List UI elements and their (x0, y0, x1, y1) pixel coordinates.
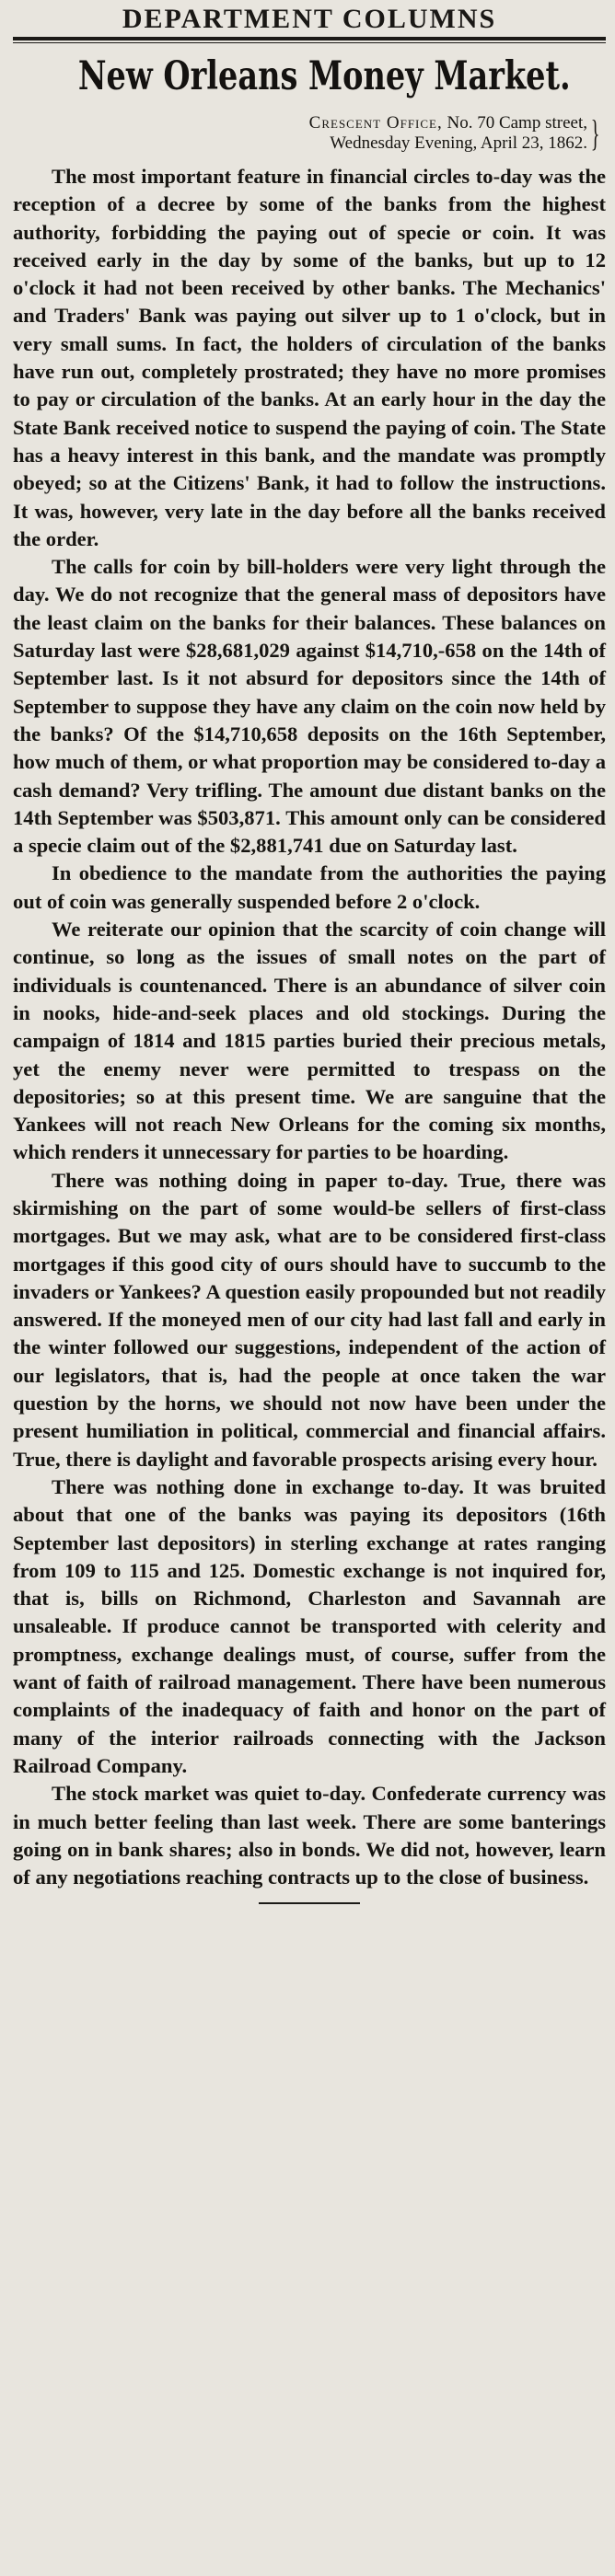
paragraph-4: We reiterate our opinion that the scarcity of coin change will continue, so long as the issues of small notes on the part of individuals is countenanced. There is an abundance of silver coin in nooks, hide-and-seek places and old stockings. During the campaign of 1814 and 1815 parties buried their precious metals, yet the enemy never were permitted to trespass on the depositories; so at this present time. We are sanguine that the Yankees will not reach New Orleans for the coming six months, which renders it unnecessary for parties to be hoarding. (13, 918, 606, 1164)
department-heading: DEPARTMENT COLUMNS (122, 4, 497, 34)
paragraph-1: The most important feature in financial circles to-day was the reception of a decree by some of the banks from the highest authority, forbidding the paying out of specie or coin. It was received early in the day by some of the banks, but up to 12 o'clock it had not been received by other banks. The Mechanics' and Traders' Bank was paying out silver up to 1 o'clock, but in very small sums. In fact, the holders of circulation of the banks have run out, completely prostrated; they have no more promises to pay or circulation of the banks. At an early hour in the day the State Bank received notice to suspend the paying of coin. The State has a heavy interest in this bank, and the mandate was promptly obeyed; so at the Citizens' Bank, it had to follow the instructions. It was, however, very late in the day before all the banks received the order. (13, 165, 606, 550)
header-rule-thin (13, 42, 606, 43)
paragraph-7: The stock market was quiet to-day. Confederate currency was in much better feeling than last week. There are some banterings going on in bank shares; also in bonds. We did not, however, learn of any negotiations reaching contracts up to the close of business. (13, 1782, 606, 1889)
header-rule-thick (13, 37, 606, 40)
dateline-address: No. 70 Camp street, (447, 113, 587, 133)
dateline-office: Crescent Office, (308, 113, 443, 133)
dateline-brace: } (590, 112, 600, 154)
article-body (13, 163, 606, 1891)
dateline-date: Wednesday Evening, April 23, 1862. (330, 133, 587, 153)
paragraph-5: There was nothing doing in paper to-day. True, there was skirmishing on the part of some would-be sellers of first-class mortgages. But we may ask, what are to be considered first-class mortgages if this good city of ours should have to succumb to the invaders or Yankees? A question easily propounded but not readily answered. If the moneyed men of our city had last fall and early in the winter followed our suggestions, independent of the action of our legislators, that is, had the people at once taken the war question by the horns, we should not now have been under the present humiliation in political, commercial and financial affairs. True, there is daylight and favorable prospects arising every hour. (13, 1168, 606, 1471)
paragraph-6: There was nothing done in exchange to-day. It was bruited about that one of the banks was paying its depositors (16th September last depositors) in sterling exchange at rates ranging from 109 to 115 and 125. Domestic exchange is not inquired for, that is, bills on Richmond, Charleston and Savannah are unsaleable. If produce cannot be transported with celerity and promptness, exchange dealings must, of course, suffer from the want of faith of railroad management. There have been numerous complaints of the inadequacy of faith and honor on the part of many of the interior railroads connecting with the Jackson Railroad Company. (13, 1474, 606, 1777)
end-rule (259, 1902, 360, 1904)
paragraph-3: In obedience to the mandate from the authorities the paying out of coin was generally suspended before 2 o'clock. (13, 861, 606, 913)
paragraph-2: The calls for coin by bill-holders were very light through the day. We do not recognize that the general mass of depositors have the least claim on the banks for their balances. These balances on Saturday last were $28,681,029 against $14,710,-658 on the 14th of September last. Is it not absurd for depositors since the 14th of September to suppose they have any claim on the coin now held by the banks? Of the $14,710,658 deposits on the 16th September, how much of them, or what proportion may be considered to-day a cash demand? Very trifling. The amount due distant banks on the 14th September was $503,871. This amount only can be considered a specie claim out of the $2,881,741 due on Saturday last. (13, 555, 606, 858)
masthead-title: New Orleans Money Market. (77, 53, 571, 99)
dateline-line-1 (13, 113, 587, 133)
dateline (13, 113, 606, 154)
